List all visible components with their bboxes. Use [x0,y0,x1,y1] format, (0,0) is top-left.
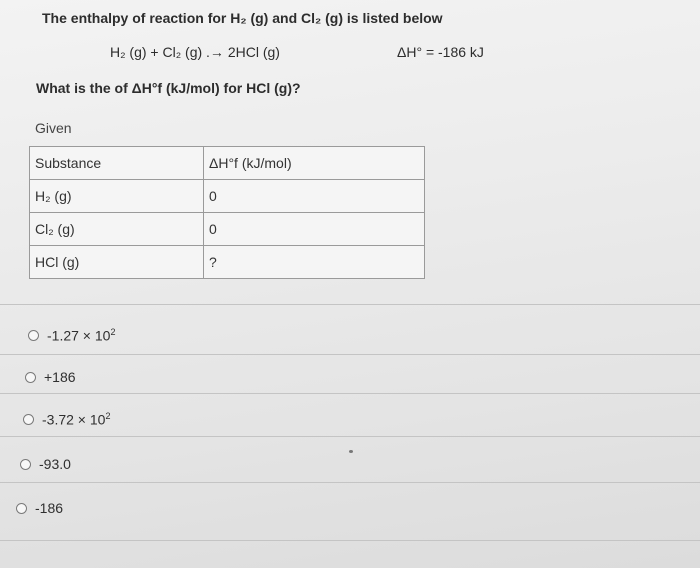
divider [0,393,700,394]
option-mantissa: -3.72 × 10 [42,411,106,428]
reaction-enthalpy: ΔH° = -186 kJ [397,44,484,60]
reaction-equation: H₂ (g) + Cl₂ (g) .→ 2HCl (g) [110,44,280,60]
option-label [35,500,63,516]
radio-button[interactable] [23,414,34,425]
option-mantissa: -186 [35,500,64,516]
divider [0,304,700,305]
divider [0,436,700,437]
given-label: Given [35,120,72,136]
option-label [47,327,115,344]
table-header-row [30,147,425,180]
enthalpy-cell: 0 [204,180,425,213]
option-exponent: 2 [110,327,116,337]
table-row [30,246,425,279]
question-prompt: What is the of ΔH°f (kJ/mol) for HCl (g)? [36,80,301,96]
answer-option-3[interactable] [23,411,110,428]
table-row [30,180,425,213]
substance-cell: Cl₂ (g) [30,213,204,246]
radio-button[interactable] [16,503,27,514]
divider [0,482,700,483]
substance-cell: H₂ (g) [30,180,204,213]
question-intro: The enthalpy of reaction for H₂ (g) and Cl₂ (g) is listed below [42,10,443,26]
table-row [30,213,425,246]
option-label [44,369,76,385]
radio-button[interactable] [20,459,31,470]
answer-option-2[interactable] [25,369,76,385]
option-exponent: 2 [105,411,111,421]
header-enthalpy: ΔH°f (kJ/mol) [204,147,425,180]
option-mantissa: -1.27 × 10 [47,327,111,344]
enthalpy-cell: ? [204,246,425,279]
screen-speck [349,450,353,453]
substance-cell: HCl (g) [30,246,204,279]
option-mantissa: +186 [44,369,76,385]
header-substance: Substance [30,147,204,180]
answer-option-1[interactable] [28,327,115,344]
enthalpy-cell: 0 [204,213,425,246]
answer-option-4[interactable] [20,456,71,472]
option-label [39,456,71,472]
radio-button[interactable] [25,372,36,383]
option-mantissa: -93.0 [39,456,71,472]
divider [0,540,700,541]
divider [0,354,700,355]
radio-button[interactable] [28,330,39,341]
answer-option-5[interactable] [16,500,63,516]
given-table [29,146,425,279]
option-label [42,411,110,428]
